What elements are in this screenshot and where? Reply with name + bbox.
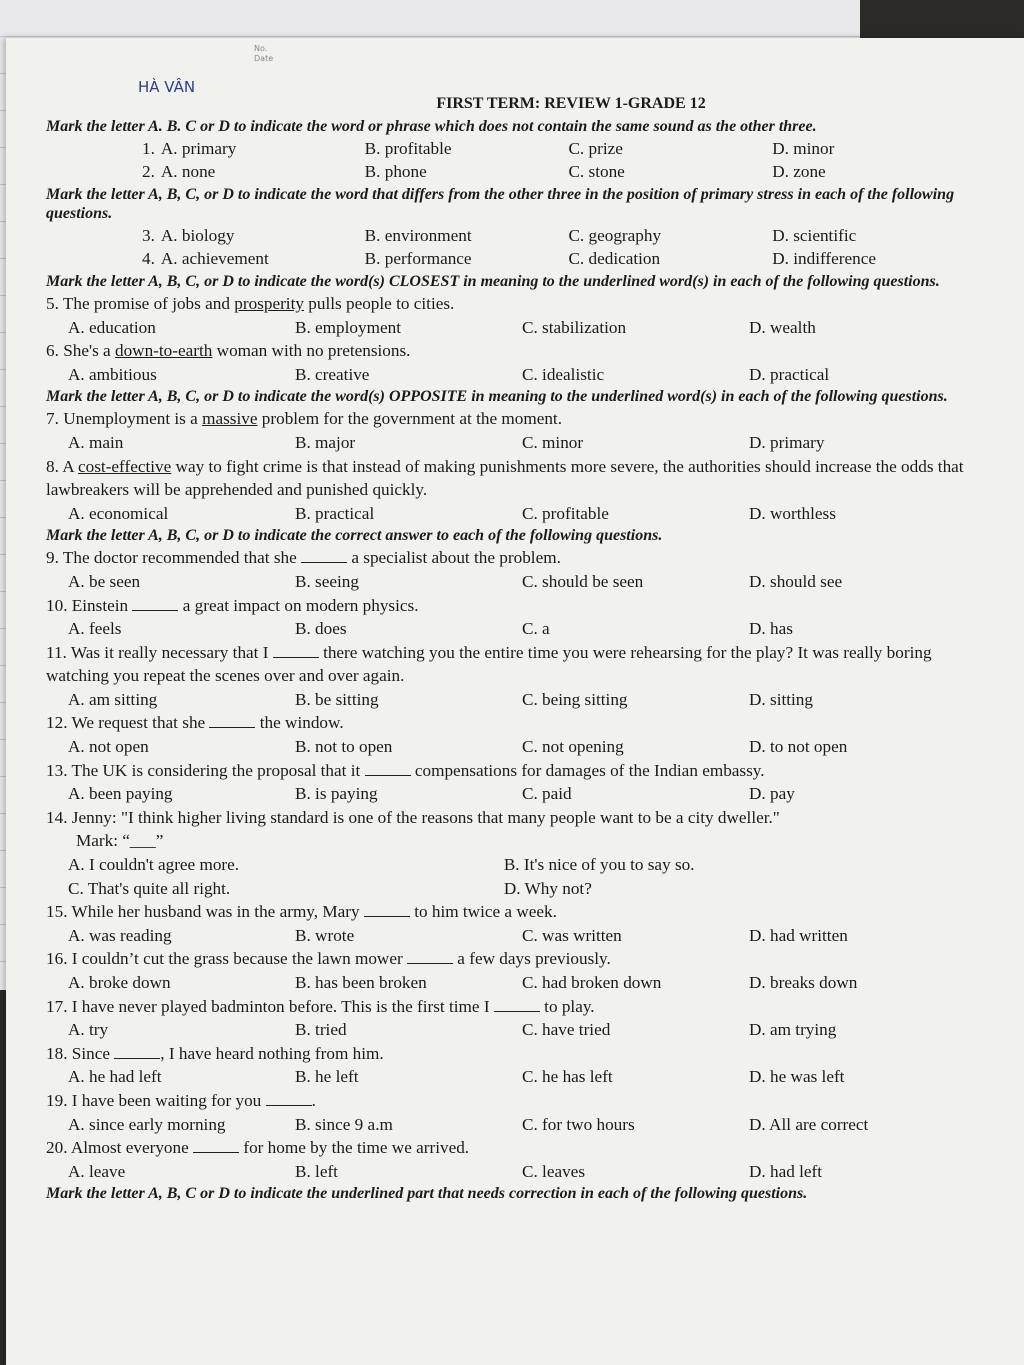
question-stem (46, 1136, 976, 1160)
question-text: The promise of jobs and (62, 293, 235, 313)
question-2 (46, 160, 976, 184)
exam-sheet (6, 38, 1024, 1365)
answer-options (68, 1113, 976, 1137)
option-a[interactable]: A. biology (160, 225, 235, 245)
instruction-correct-answer: Mark the letter A, B, C, or D to indicate the correct answer to each of the following questions. (46, 527, 663, 545)
option-a[interactable]: A. not open (68, 737, 149, 757)
option-b[interactable]: B. environment (364, 225, 472, 245)
handwritten-name: HÀ VÂN (138, 78, 196, 96)
option-c[interactable]: C. leaves (522, 1161, 586, 1181)
answer-options (68, 782, 976, 806)
option-b[interactable]: B. performance (364, 249, 472, 269)
option-d[interactable]: D. he was left (749, 1067, 845, 1087)
question-text-end: a few days previously. (453, 949, 611, 969)
question-number: 16. (46, 949, 72, 969)
question-11 (46, 641, 976, 712)
question-text-end: pulls people to cities. (303, 293, 455, 313)
answer-options (68, 924, 976, 948)
instruction-correction: Mark the letter A, B, C or D to indicate the underlined part that needs correction in each of the following questions. (46, 1185, 808, 1203)
option-d[interactable]: D. zone (772, 162, 826, 182)
question-number: 17. (46, 996, 72, 1016)
question-number: 7. (46, 409, 64, 429)
answer-blank (132, 596, 178, 611)
option-c[interactable]: C. profitable (522, 503, 609, 523)
question-number: 14. (46, 807, 72, 827)
option-d[interactable]: D. practical (749, 364, 830, 384)
option-b[interactable]: B. seeing (295, 571, 359, 591)
page-title: FIRST TERM: REVIEW 1-GRADE 12 (436, 95, 706, 112)
option-d[interactable]: D. to not open (749, 737, 848, 757)
option-a[interactable]: A. ambitious (68, 364, 157, 384)
question-stem (46, 947, 976, 971)
answer-options (68, 617, 976, 641)
answer-options (68, 570, 976, 594)
question-text: Einstein (71, 595, 133, 615)
option-c[interactable]: C. should be seen (522, 571, 644, 591)
option-c[interactable]: C. dedication (568, 249, 661, 269)
question-14 (46, 806, 976, 900)
question-stem (46, 995, 976, 1019)
instruction-opposite: Mark the letter A, B, C, or D to indicate the word(s) OPPOSITE in meaning to the underlined word(s) in each of the following questions. (46, 388, 948, 406)
option-a[interactable]: A. try (68, 1020, 109, 1040)
question-17 (46, 995, 976, 1042)
option-c[interactable]: C. paid (522, 784, 572, 804)
answer-options (142, 224, 976, 248)
question-13 (46, 759, 976, 806)
option-b[interactable]: B. not to open (295, 737, 393, 757)
question-number: 9. (46, 548, 63, 568)
question-text-end: for home by the time we arrived. (239, 1138, 470, 1158)
option-c[interactable]: C. idealistic (522, 364, 605, 384)
answer-blank (273, 643, 319, 658)
answer-options (68, 853, 976, 900)
option-b[interactable]: B. be sitting (295, 689, 379, 709)
answer-blank (301, 548, 347, 563)
option-a[interactable]: A. education (68, 317, 156, 337)
question-16 (46, 947, 976, 994)
question-18 (46, 1042, 976, 1089)
option-d[interactable]: D. breaks down (749, 973, 858, 992)
question-number: 15. (46, 902, 72, 922)
question-text-end: a specialist about the problem. (347, 548, 561, 568)
question-text: The doctor recommended that she (62, 548, 302, 568)
option-d[interactable]: D. should see (749, 571, 843, 591)
option-b[interactable]: B. he left (295, 1067, 359, 1087)
question-text: I couldn’t cut the grass because the lawn mower (71, 949, 407, 969)
answer-options (68, 688, 976, 712)
answer-options (68, 1160, 976, 1184)
underlined-word: down-to-earth (114, 341, 213, 361)
question-stem (46, 339, 976, 363)
answer-options (142, 247, 976, 271)
question-4 (46, 247, 976, 271)
question-6 (46, 339, 976, 386)
question-number: 8. (46, 456, 63, 476)
question-19 (46, 1089, 976, 1136)
option-d[interactable]: D. primary (749, 432, 825, 452)
option-b[interactable]: B. It's nice of you to say so. (503, 855, 695, 875)
question-3 (46, 224, 976, 248)
option-b[interactable]: B. is paying (295, 784, 378, 804)
option-b[interactable]: B. major (295, 432, 356, 452)
dialogue-mark-line: Mark: “___” (76, 831, 164, 851)
question-stem (46, 546, 976, 570)
question-15 (46, 900, 976, 947)
option-a[interactable]: A. main (68, 432, 124, 452)
underlined-word: prosperity (234, 293, 304, 313)
option-a[interactable]: A. achievement (160, 249, 269, 269)
question-text-end: there watching you the entire time you were rehearsing for the play? It was really boring watching you repeat the scenes over and over again. (46, 642, 932, 686)
question-number: 4. (142, 249, 155, 269)
option-b[interactable]: B. wrote (295, 925, 355, 945)
question-text-end: a great impact on modern physics. (178, 595, 419, 615)
answer-options (68, 363, 976, 387)
option-b[interactable]: B. profitable (364, 138, 452, 158)
option-c[interactable]: C. not opening (522, 737, 624, 757)
option-b[interactable]: B. employment (295, 317, 401, 337)
option-b[interactable]: B. does (295, 619, 347, 639)
option-a[interactable]: A. economical (68, 503, 169, 523)
option-b[interactable]: B. left (295, 1161, 338, 1181)
option-a[interactable]: A. feels (68, 619, 122, 639)
option-a[interactable]: A. I couldn't agree more. (68, 855, 240, 875)
question-text: Almost everyone (70, 1138, 194, 1158)
option-b[interactable]: B. has been broken (295, 973, 427, 992)
question-text-end: compensations for damages of the Indian embassy. (410, 760, 765, 780)
option-c[interactable]: C. he has left (522, 1067, 613, 1087)
question-number: 18. (46, 1043, 72, 1063)
question-stem (46, 292, 976, 316)
question-20 (46, 1136, 976, 1183)
answer-blank (494, 997, 540, 1012)
question-stem (46, 407, 976, 431)
answer-options (68, 431, 976, 455)
option-c[interactable]: C. That's quite all right. (68, 878, 231, 898)
underlined-word: massive (202, 409, 258, 429)
question-8 (46, 455, 976, 526)
question-stem (46, 455, 976, 502)
answer-blank (114, 1044, 160, 1059)
question-text-end: woman with no pretensions. (212, 341, 411, 361)
option-b[interactable]: B. phone (364, 162, 427, 182)
option-a[interactable]: A. none (160, 162, 216, 182)
option-c[interactable]: C. was written (522, 925, 622, 945)
question-text-end: the window. (255, 713, 344, 733)
question-text: Since (71, 1043, 115, 1063)
option-c[interactable]: C. a (522, 619, 550, 639)
question-text: While her husband was in the army, Mary (71, 902, 364, 922)
question-number: 5. (46, 293, 63, 313)
question-12 (46, 711, 976, 758)
question-text-end: problem for the government at the moment. (257, 409, 563, 429)
option-a[interactable]: A. been paying (68, 784, 173, 804)
no-date-box: No. Date (254, 44, 274, 63)
answer-blank (407, 949, 453, 964)
option-a[interactable]: A. be seen (68, 571, 141, 591)
option-d[interactable]: D. All are correct (749, 1114, 869, 1134)
option-c[interactable]: C. stone (568, 162, 625, 182)
question-text-end: , I have heard nothing from him. (160, 1043, 384, 1063)
question-number: 3. (142, 225, 155, 245)
option-a[interactable]: A. primary (160, 138, 237, 158)
instruction-stress: Mark the letter A, B, C, or D to indicate the word that differs from the other three in the position of primary stress in each of the following questions. (46, 185, 955, 222)
option-a[interactable]: A. leave (68, 1161, 126, 1181)
question-number: 1. (142, 138, 155, 158)
option-c[interactable]: C. minor (522, 432, 584, 452)
exam-content (46, 92, 976, 1204)
underlined-word: cost-effective (78, 456, 172, 476)
question-text: She's a (63, 341, 115, 361)
answer-options (68, 502, 976, 526)
option-b[interactable]: B. practical (295, 503, 375, 523)
question-number: 10. (46, 595, 72, 615)
option-c[interactable]: C. geography (568, 225, 662, 245)
option-a[interactable]: A. since early morning (68, 1114, 226, 1134)
question-stem (46, 1042, 976, 1066)
question-5 (46, 292, 976, 339)
question-number: 2. (142, 162, 155, 182)
question-number: 13. (46, 760, 72, 780)
option-c[interactable]: C. being sitting (522, 689, 628, 709)
option-d[interactable]: D. had left (749, 1161, 823, 1181)
answer-options (68, 735, 976, 759)
option-a[interactable]: A. broke down (68, 973, 171, 992)
question-10 (46, 594, 976, 641)
option-d[interactable]: D. has (749, 619, 793, 639)
answer-options (68, 1065, 976, 1089)
question-text: We request that she (71, 713, 210, 733)
option-d[interactable]: D. pay (749, 784, 795, 804)
answer-options (68, 316, 976, 340)
question-number: 12. (46, 713, 72, 733)
option-b[interactable]: B. tried (295, 1020, 347, 1040)
option-a[interactable]: A. am sitting (68, 689, 158, 709)
option-c[interactable]: C. prize (568, 138, 623, 158)
answer-blank (193, 1138, 239, 1153)
option-d[interactable]: D. minor (772, 138, 835, 158)
question-text-end: to him twice a week. (409, 902, 557, 922)
question-stem (46, 1089, 976, 1113)
question-stem (46, 759, 976, 783)
answer-blank (364, 902, 410, 917)
question-9 (46, 546, 976, 593)
answer-blank (209, 713, 255, 728)
answer-options (142, 160, 976, 184)
question-text: Jenny: "I think higher living standard is one of the reasons that many people want to be a city dweller." (71, 807, 780, 827)
option-b[interactable]: B. creative (295, 364, 370, 384)
answer-options (68, 1018, 976, 1042)
question-7 (46, 407, 976, 454)
question-text-end: . (311, 1090, 316, 1110)
question-stem (46, 594, 976, 618)
answer-options (142, 137, 976, 161)
question-stem (46, 806, 976, 830)
question-text: Unemployment is a (63, 409, 203, 429)
question-text: Was it really necessary that I (70, 642, 273, 662)
option-d[interactable]: D. Why not? (503, 878, 592, 898)
question-stem (46, 900, 976, 924)
question-text: The UK is considering the proposal that it (71, 760, 365, 780)
option-d[interactable]: D. indifference (772, 249, 876, 269)
question-stem (46, 641, 976, 688)
question-number: 20. (46, 1138, 71, 1158)
instruction-closest: Mark the letter A, B, C, or D to indicate the word(s) CLOSEST in meaning to the underlined word(s) in each of the following questions. (46, 272, 940, 290)
option-d[interactable]: D. had written (749, 925, 848, 945)
option-c[interactable]: C. have tried (522, 1020, 611, 1040)
option-d[interactable]: D. wealth (749, 317, 816, 337)
option-b[interactable]: B. since 9 a.m (295, 1114, 393, 1134)
question-1 (46, 137, 976, 161)
question-text-end: to play. (539, 996, 595, 1016)
question-text-end: way to fight crime is that instead of making punishments more severe, the authorities should increase the odds that lawbreakers will be apprehended and punished quickly. (46, 456, 964, 500)
answer-options (68, 971, 976, 995)
option-d[interactable]: D. scientific (772, 225, 857, 245)
answer-blank (266, 1091, 312, 1106)
question-stem (46, 711, 976, 735)
option-c[interactable]: C. for two hours (522, 1114, 635, 1134)
answer-blank (365, 761, 411, 776)
option-d[interactable]: D. sitting (749, 689, 813, 709)
option-a[interactable]: A. he had left (68, 1067, 162, 1087)
question-text: A (62, 456, 79, 476)
question-text: I have been waiting for you (71, 1090, 266, 1110)
option-d[interactable]: D. worthless (749, 503, 836, 523)
question-text: I have never played badminton before. This is the first time I (71, 996, 494, 1016)
option-d[interactable]: D. am trying (749, 1020, 837, 1040)
question-number: 11. (46, 642, 71, 662)
question-number: 19. (46, 1090, 72, 1110)
option-a[interactable]: A. was reading (68, 925, 172, 945)
option-c[interactable]: C. stabilization (522, 317, 627, 337)
instruction-pronunciation: Mark the letter A. B. C or D to indicate the word or phrase which does not contain the same sound as the other three. (46, 117, 817, 135)
option-c[interactable]: C. had broken down (522, 973, 662, 992)
question-number: 6. (46, 341, 64, 361)
